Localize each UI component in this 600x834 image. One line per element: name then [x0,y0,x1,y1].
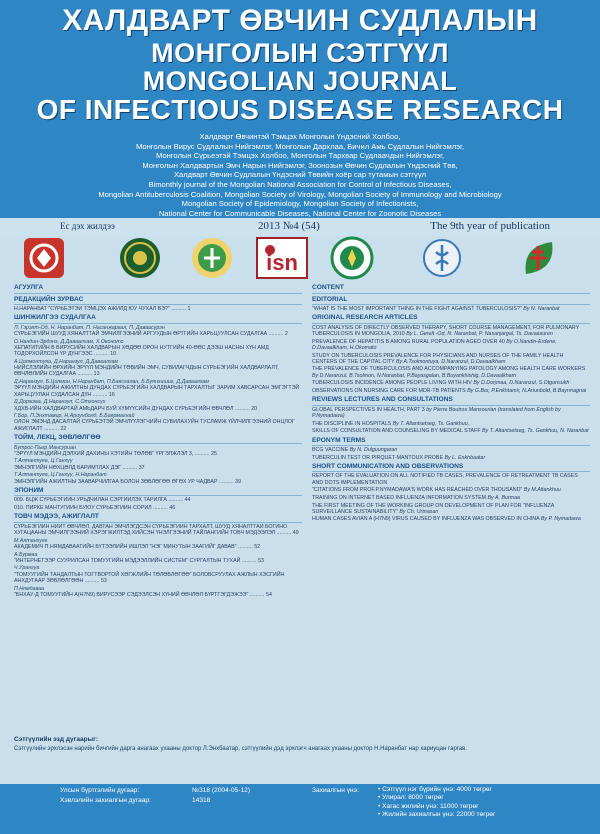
section-heading: ТОВЧ МЭДЭЭ, АЖИГЛАЛТ [14,513,302,523]
subscription-index-value: 14318 [192,797,211,804]
entry-title: "БНХАУ-Д ТОМУУГИЙН А(H7N9) ВИРУСЭЭР СЭДЭЭЛСЭН ХҮНИЙ ӨВЧЛӨЛ БҮРТГЭГДЭЖЭЭ" [14,591,249,598]
entry-authors: By M.Altankhuu [523,487,561,494]
section-heading: REVIEWS LECTURES AND CONSULTATIONS [312,396,590,406]
isn-logo [256,236,308,280]
org-line: Mongolian Antituberculosis Coalition, Mongolian Society of Virology, Mongolian Society of Immunology and Microbiology [98,189,502,199]
contents-entry [312,447,590,453]
entry-title: "ЭРҮҮЛ МЭНДИЙН ДЭЛХИЙ ДАХИНЫ ХЭТИЙН ТӨЛӨВ" ҮРГЭЛЖЛЭЛ 3, [14,450,194,457]
title-mongolian-line-1: ХАЛДВАРТ ӨВЧИН СУДЛАЛЫН [62,4,538,37]
section-heading: EDITORIAL [312,296,590,306]
entry-title: SKILLS OF CONSULTATION AND COUNSELING BY MEDICAL STAFF [312,428,481,435]
price-item: • Жилийн захиалгын үнэ: 22000 төгрөг [378,811,578,819]
entry-title: "ТОМУУГИЙН ТАНДАЛТЫН ТОГТВОРТОЙ ХӨГЖЛИЙН ТӨЛӨВЛӨГӨӨ" БОЛОВСРУУЛАХ АЖЛЫН ХЭСГИЙН АНХДУГААР ЗӨВЛӨЛГӨӨН [14,571,285,585]
org-line: Монголын Сүрьеэтэй Тэмцэх Холбоо, Монголын Тархвар Судлаачдын Нийгэмлэг, [155,151,445,161]
entry-title: ЭМНЭЛГИЙН НӨХЦӨЛД БАРИМТЛАХ ДЭГ [14,464,122,471]
entry-title: "CITATIONS FROM PROF.P.NYMADAWA'S WORK HAS REACHED OVER THOUSAND" [312,487,523,494]
entry-title: PREVALENCE OF HEPATITIS B AMONG RURAL POPULATION AGED OVER 40 [312,338,505,345]
entry-authors: О.Нандин-Эрдэнэ, Д.Даваалхам, Х.Оконото [14,338,124,345]
org-line: Монголын Вирус Судлалын Нийгэмлэг, Монголын Дархлаа, Бичил Амь Судлалын Нийгэмлэг, [135,141,465,151]
journal-header [0,0,600,218]
entry-title: THE PREVALENCE OF TUBERCULOSIS AND ACCOMPANYING PATOLOGY AMONG HEALTH CARE WORKERS [312,366,586,373]
subscription-index-label: Хэвлэлийн захиалгын дугаар: [60,797,151,804]
zoonotic-center-emblem [330,236,374,280]
contents-entry [312,366,590,379]
entry-title: REPORT OF THE EVALUATION ON ALL NOTIFIED TB CASES, PREVALENCE OF RETREATMENT TB CASES AND DOTS IMPLEMENTATION [312,473,578,486]
title-english-line-1: MONGOLIAN JOURNAL [142,66,458,96]
infectionists-emblem [420,236,464,280]
entry-title: BCG VACCINE [312,447,349,454]
entry-title: АКАДЕМИЧ П.НЯМДАВААГИЙН БҮТЭЭЛИЙН ИШЛЭЛ "НЭГ МИНУТЫН ЗААГИЙГ ДАВАВ" [14,543,237,550]
price-label: Захиалгын үнэ: [312,787,359,794]
contents-entry [312,487,590,493]
contents-entry: Т.Алтантуяа, Ц.Ганхүү ЭМНЭЛГИЙН НӨХЦӨЛД БАРИМТЛАХ ДЭГ .......... 37 [14,458,302,471]
section-heading: CONTENT [312,284,590,294]
contents-entry: СҮРЬЕЭГИЙН НИЙТ ӨВЧЛӨЛ, ДАВТАН ЭМЧЛЭГДСЭН СҮРЬЕЭГИЙН ТАРХАЛТ, ШУУД ХЯНАЛТТАЙ БОГИНО ХУГАЦААНЫ ЭМЧИЛГЭЭНИЙ ХЭРЭГЖИЛТЭД ХИЙСЭН ҮНЭЛГЭЭНИЙ ТАЙЛАНГИЙН ТОВЧ МЭДЭЭЛЭЛ .......... 49 [14,523,299,537]
entry-page: 52 [254,543,261,550]
entry-title: OBSERVATIONS ON NURSING CARE FOR MDR-TB PATIENTS [312,387,466,394]
contents-entry: Г.Бор, П.Энхтамир, Н.Ариунболд, Б.Баярмагнай ОЛОН ЭМЭНД ДАСАЛТАЙ СҮРЬЕЭТЭЙ ЭМЧЛҮҮЛЭГЧИЙН СУВИЛАХУЙН ТУСЛАМЖ ҮЙЛЧИЛГЭЭНИЙ ОНЦЛОГ АЖИГЛАЛТ .......... 22 [14,413,302,432]
entry-authors: А.Бурмаа [14,551,38,558]
entry-authors: By D.Naranzul, B.Tsolmon, N.Naranbat, P.Bayasgalan, B.Buyankhishig, D.Davaalkham [312,372,517,379]
section-heading: ТОЙМ, ЛЕКЦ, ЗӨВЛӨЛГӨӨ [14,434,302,444]
price-item: • Улирал: 8000 төгрөг [378,794,578,802]
entry-authors: А.Цолмонтуяа, Д.Наранзул, Д.Даваалхам [14,358,119,365]
entry-authors: Д.Наранзул, Б.Цолмон, Н.Наранбат, П.Баясгалан, Б.Буянхишиг, Д.Даваалхам [14,379,209,386]
entry-title: "WHAT IS THE MOST IMPORTANT THING IN THE FIGHT AGAINST TUBERCULOSIS?" [312,306,522,312]
contents-entry: 009. БЦЖ СҮРЬЕЭГИЙН УРЬДЧИЛАН СЭРГИЙЛЭХ ТАРИЛГА .......... 44 [14,497,191,504]
registration-value: №318 (2004-05-12) [192,787,251,794]
contents-entry: 010. ПИРКЕ МАНТУГИЙН БУЮУ СҮРЬЕЭГИЙН СОРИЛ .......... 46 [14,505,176,511]
section-heading: SHORT COMMUNICATION AND OBSERVATIONS [312,463,590,473]
contents-entry: Д.Наранзул, Б.Цолмон, Н.Наранбат, П.Баясгалан, Б.Буянхишиг, Д.Даваалхам ЭРҮҮЛ МЭНДИЙН АЖИЛТНЫ ДУНДАХ СҮРЬЕЭГИЙН ХАЛДВАРЫН ТАРХАЛТЫГ ЗАРИМ ХАВСАРСАН ЭМГЭГТЭЙ ХАРЬЦУУЛАН СУДАЛСАН ДҮН .......... 16 [14,379,302,398]
notice-heading: Сэтгүүлийн эзд дугаарыг: [14,736,98,743]
entry-page: 10 [110,351,117,358]
entry-authors: М.Алтанхуяг [14,537,48,544]
contents-entry [312,353,590,366]
contents-entry [312,473,590,486]
org-line: Mongolian Society of Epidemiology, Mongolian Society of Infectionists, [181,199,419,209]
org-line: Монголын Халдвартын Эмч Нарын Нийгэмлэг, Зоонозын Өвчин Судлалын Үндэсний Төв, [142,160,458,170]
entry-title: ЭРҮҮЛ МЭНДИЙН АЖИЛТНЫ ДУНДАХ СҮРЬЕЭГИЙН ХАЛДВАРЫН ТАРХАЛТЫГ ЗАРИМ ХАВСАРСАН ЭМГЭГТЭЙ ХАРЬЦУУЛАН СУДАЛСАН ДҮН [14,385,300,398]
contents-entry [312,339,590,352]
registration-label: Улсын бүртгэлийн дугаар: [60,787,140,794]
price-item: • Сэтгүүл нэг бүрийн үнэ: 4000 төгрөг [378,786,578,794]
entry-authors: By A.Tsolmontuya, D.Naranzul, D.Davaalkham [396,358,506,365]
entry-page: 25 [211,450,217,457]
entry-authors: by Pierre Boutros Mansourian (translated from English by P.Nymadawa) [312,406,561,420]
entry-page: 13 [93,371,100,378]
entry-title: HUMAN CASES AVIAN A (H7N9) VIRUS CAUSED BY INFLUENZA WAS OBSERVED IN CHINA [312,516,540,523]
entry-authors: By T. Altantsetseg, Ts. Gankhuu, N. Naranbat [482,428,589,435]
entry-authors: By D.Dorjmaa, D.Naranzul, S.Otgonsukh [473,380,570,387]
contents-entry: Д.Доржзаа, Д.Наранзул, С.Отгонсүх ХДХВ-ИЙН ХАЛДВАРТАЙ АМЬДАРЧ БУЙ ХҮМҮҮСИЙН ДУНДАХ СҮРЬЕЭГИЙН ӨВЧЛӨЛ .......... 20 [14,399,302,412]
entry-title: СҮРЬЕЭГИЙН ШУУД ХЯНАЛТТАЙ ЭМЧИЛГЭЭНИЙ АРГУУДЫН ӨРТГИЙН ХАРЬЦУУЛСАН СУДАЛГАА [14,331,268,338]
price-item: • Хагас жилийн үнэ: 11000 төгрөг [378,803,578,811]
association-logo [22,236,66,280]
section-heading: ЭПОНИМ [14,487,302,497]
entry-page: 44 [184,497,191,504]
contents-entry [312,428,590,434]
org-line: Халдварт Өвчинтэй Тэмцэх Монголын Үндэсний Холбоо, [199,132,401,141]
title-mongolian-line-2: МОНГОЛЫН СЭТГҮҮЛ [151,38,449,68]
entry-authors: By Ch. Urtnasan [399,508,439,515]
issue-number: 2013 №4 (54) [258,220,320,232]
entry-title: ЭМНЭЛГИЙН АЖИЛТНЫ ЗААВАРЧИЛГАА БОЛОН ЗӨВЛӨГӨӨ ӨГӨХ УР ЧАДВАР [14,478,218,485]
entry-authors: Д.Доржзаа, Д.Наранзул, С.Отгонсүх [14,399,106,406]
org-line: Халдварт Өвчин Судлалын Үндэсний Төвийн хоёр сар тутамын сэтгүүл [173,170,427,180]
entry-title: "ИНТЕРНЕТЭЭР СУУРИЛСАН ТОМУУГИЙН МЭДЭЭЛЛИЙН СИСТЕМ" СУРГАЛТЫН ТУХАЙ [14,557,241,564]
volume-label: Ес дэх жилдээ [60,221,115,231]
contents-entry [312,503,590,516]
entry-authors: By P. Nymadawa [540,516,581,523]
entry-page: 46 [169,505,176,511]
entry-page: 39 [235,478,242,485]
entry-page: 2 [284,331,288,338]
entry-title: ХЕПАТИТИЙН В ВИРУСИЙН ХАЛДВАРЫН ХӨДӨӨ ОРОН НУТГИЙН 40-ӨӨС ДЭЭШ НАСНЫ ХҮН АМД ТОДОРХОЙЛСОН ҮР ДҮНГЭЭС [14,344,269,358]
entry-authors: By T. Altantsetseg, Ts. Gankhuu, [392,420,470,427]
entry-title: GLOBAL PERSPECTIVES IN HEALTH, PART 3 [312,406,425,413]
entry-page: 53 [258,557,265,564]
entry-authors: By O.Nandin-Erdene, D.Davaalkham, H.Okomato [312,338,557,351]
entry-page: 22 [60,425,67,432]
section-heading: ORIGINAL RESEARCH ARTICLES [312,314,590,324]
entry-title: THE FIRST MEETING OF THE WORKING GROUP ON DEVELOPMENT OF PLAN FOR "INFLUENZA SURVEILLANCE SUSTAINABILITY" [312,502,554,515]
entry-authors: By N. Dulguungaran [349,447,398,454]
entry-page: 54 [266,591,272,598]
entry-authors: Г.Бор, П.Энхтамир, Н.Ариунболд, Б.Баярмагнай [14,413,135,420]
entry-page: 37 [138,464,145,471]
entry-title: TUBERCULOSIS INCIDENCE AMONG PEOPLE LIVING WITH HIV [312,380,472,387]
contents-entry [312,388,590,394]
notice-text: Сэтгүүлийн эрхлэсэн нарийн бичгийн дарга анагаах ухааны доктор Л.Энхбаатар, сэтгүүлийн дэд эрхлэгч анагаах ухааны доктор Н.Наранбат нар хариуцан гаргав. [14,746,468,752]
publisher-organizations [60,132,540,218]
section-heading: EPONYM TERMS [312,437,590,447]
entry-title: ХДХВ-ИЙН ХАЛДВАРТАЙ АМЬДАРЧ БУЙ ХҮМҮҮСИЙН ДУНДАХ СҮРЬЕЭГИЙН ӨВЧЛӨЛ [14,405,234,412]
contents-english [312,284,590,524]
section-heading: ШИНЖИЛГЭЭ СУДАЛГАА [14,314,302,324]
contents-entry [312,306,590,312]
entry-title: СҮРЬЕЭГИЙН НИЙТ ӨВЧЛӨЛ, ДАВТАН ЭМЧЛЭГДСЭН СҮРЬЕЭГИЙН ТАРХАЛТ, ШУУД ХЯНАЛТТАЙ БОГИНО ХУГАЦААНЫ ЭМЧИЛГЭЭНИЙ ХЭРЭГЖИЛТЭД ХИЙСЭН ҮНЭЛГЭЭНИЙ ТАЙЛАНГИЙН ТОВЧ МЭДЭЭЛЭЛ [14,523,288,537]
contents-entry: Л. Гэрэлт-Од, Н. Наранбат, П. Насанжаргал, П. Даваасүрэн СҮРЬЕЭГИЙН ШУУД ХЯНАЛТТАЙ ЭМЧИЛГЭЭНИЙ АРГУУДЫН ӨРТГИЙН ХАРЬЦУУЛСАН СУДАЛГАА .......... 2 [14,325,302,338]
entry-title: STUDY ON TUBERCULOSIS PREVALENCE FOR PHYSICIANS AND NURSES OF THE FAMILY HEALTH CENTERS OF THE CAPITAL CITY [312,352,564,365]
antituberculosis-emblem [118,236,162,280]
contents-entry: М.Алтанхуяг АКАДЕМИЧ П.НЯМДАВААГИЙН БҮТЭЭЛИЙН ИШЛЭЛ "НЭГ МИНУТЫН ЗААГИЙГ ДАВАВ" .......... 52 [14,538,302,551]
entry-title: Н.НАРАНБАТ "СҮРЬЕЭТЭЙ ТЭМЦЭХ АЖИЛД ЮУ ЧУХАЛ ВЭ?" [14,306,170,312]
contents-entry [312,421,590,427]
lorraine-cross-leaf-logo [516,236,560,280]
entry-authors: By L. Enkhbaatar [444,454,486,461]
table-of-contents [0,284,600,734]
entry-authors: Бутрос-Пьер Мансуриан [14,444,76,451]
entry-title: НИЙСЛЭЛИЙН ӨРХИЙН ЭРҮҮЛ МЭНДИЙН ТӨВИЙН ЭМЧ, СУВИЛАГЧДЫН СҮРЬЕЭГИЙН ХАЛДВАРЛАЛТ, ӨВЧЛӨЛИЙН СУДАЛГАА [14,365,279,378]
contents-entry [312,516,590,522]
contents-entry: Ч.Урангуа "ТОМУУГИЙН ТАНДАЛТЫН ТОГТВОРТОЙ ХӨГЖЛИЙН ТӨЛӨВЛӨГӨӨ" БОЛОВСРУУЛАХ АЖЛЫН ХЭСГИЙН АНХДУГААР ЗӨВЛӨЛГӨӨН .......... 53 [14,565,302,584]
contents-entry [312,495,590,501]
entry-authors: By N. Naranbat [523,306,560,312]
org-line: Bimonthly journal of the Mongolian National Association for Control of Infectious Diseases, [148,179,452,189]
issue-info-bar [0,218,600,236]
section-heading: РЕДАКЦИЙН ЗУРВАС [14,296,302,306]
journal-footer [0,784,600,834]
contents-entry: Бутрос-Пьер Мансуриан "ЭРҮҮЛ МЭНДИЙН ДЭЛХИЙ ДАХИНЫ ХЭТИЙН ТӨЛӨВ" ҮРГЭЛЖЛЭЛ 3, .......... 25 [14,445,302,458]
entry-title: TUBERCULIN TEST OR PIRQUET-MANTOUX PROBE [312,454,443,461]
entry-page: 16 [108,391,115,398]
entry-authors: By G.Bor, P.Enkhtamir, N.Ariunbold, B.Bayrmagnai [467,387,587,394]
contents-entry: А.Бурмаа "ИНТЕРНЕТЭЭР СУУРИЛСАН ТОМУУГИЙН МЭДЭЭЛЛИЙН СИСТЕМ" СУРГАЛТЫН ТУХАЙ .......... 53 [14,552,302,565]
entry-authors: Т.Алтантуяа, Ц.Ганхүү, Н.Наранбат [14,472,107,479]
contents-entry [312,325,590,338]
contents-entry: Н.НАРАНБАТ "СҮРЬЕЭТЭЙ ТЭМЦЭХ АЖИЛД ЮУ ЧУХАЛ ВЭ?" .......... 1 [14,306,191,312]
contents-mongolian [14,284,302,600]
logo-row [0,236,600,280]
publication-year: The 9th year of publication [430,220,550,232]
contents-entry: Т.Алтантуяа, Ц.Ганхүү, Н.Наранбат ЭМНЭЛГИЙН АЖИЛТНЫ ЗААВАРЧИЛГАА БОЛОН ЗӨВЛӨГӨӨ ӨГӨХ УР ЧАДВАР .......... 39 [14,472,302,485]
contents-entry [312,407,590,420]
price-list [378,786,578,820]
entry-authors: П.Нямдаваа [14,585,45,592]
entry-authors: Ч.Урангуа [14,565,40,572]
entry-authors: By L. Gerelt -Od, N. Naranbat, P. Nasanjargal, Ts. Davaasuren [406,331,553,338]
contents-entry: О.Нандин-Эрдэнэ, Д.Даваалхам, Х.Оконото ХЕПАТИТИЙН В ВИРУСИЙН ХАЛДВАРЫН ХӨДӨӨ ОРОН НУТГИЙН 40-ӨӨС ДЭЭШ НАСНЫ ХҮН АМД ТОДОРХОЙЛСОН ҮР ДҮНГЭЭС .......... 10 [14,339,302,358]
entry-page: 20 [251,405,258,412]
title-english-line-2: OF INFECTIOUS DISEASE RESEARCH [36,94,564,125]
entry-title: 009. БЦЖ СҮРЬЕЭГИЙН УРЬДЧИЛАН СЭРГИЙЛЭХ ТАРИЛГА [14,497,167,504]
medical-society-emblem [190,236,234,280]
contents-entry: А.Цолмонтуяа, Д.Наранзул, Д.Даваалхам НИЙСЛЭЛИЙН ӨРХИЙН ЭРҮҮЛ МЭНДИЙН ТӨВИЙН ЭМЧ, СУВИЛАГЧДЫН СҮРЬЕЭГИЙН ХАЛДВАРЛАЛТ, ӨВЧЛӨЛИЙН СУДАЛГАА .......... 13 [14,359,302,378]
entry-title: 010. ПИРКЕ МАНТУГИЙН БУЮУ СҮРЬЕЭГИЙН СОРИЛ [14,505,152,511]
entry-title: ОЛОН ЭМЭНД ДАСАЛТАЙ СҮРЬЕЭТЭЙ ЭМЧЛҮҮЛЭГЧИЙН СУВИЛАХУЙН ТУСЛАМЖ ҮЙЛЧИЛГЭЭНИЙ ОНЦЛОГ АЖИГЛАЛТ [14,419,295,432]
entry-title: THE DISCIPLINE IN HOSPITALS [312,420,392,427]
entry-title: TRAINING ON INTERNET BASED INFLUENZA INFORMATION SYSTEM [312,494,487,501]
entry-page: 1 [187,306,191,312]
entry-page: 53 [100,578,107,585]
entry-authors: Л. Гэрэлт-Од, Н. Наранбат, П. Насанжаргал, П. Даваасүрэн [14,324,165,331]
entry-title: COST ANALYSIS OF DIRECTLY OBSERVED THERAPY, SHORT COURSE MANAGEMENT, FOR PULMONARY TUBERCULOSIS IN MONGOLIA, 2010 [312,324,580,338]
isn-logo-text: isn [266,250,298,275]
entry-authors: By A. Burmaa [487,494,520,501]
section-heading: АГУУЛГА [14,284,302,294]
contents-entry: П.Нямдаваа "БНХАУ-Д ТОМУУГИЙН А(H7N9) ВИРУСЭЭР СЭДЭЭЛСЭН ХҮНИЙ ӨВЧЛӨЛ БҮРТГЭГДЭЖЭЭ" .......... 54 [14,586,302,599]
org-line: National Center for Communicable Diseases, National Center for Zoonotic Diseases [158,208,442,218]
contents-entry [312,380,590,386]
contents-entry [312,455,590,461]
entry-page: 49 [292,530,299,537]
entry-authors: Т.Алтантуяа, Ц.Ганхүү [14,458,73,465]
